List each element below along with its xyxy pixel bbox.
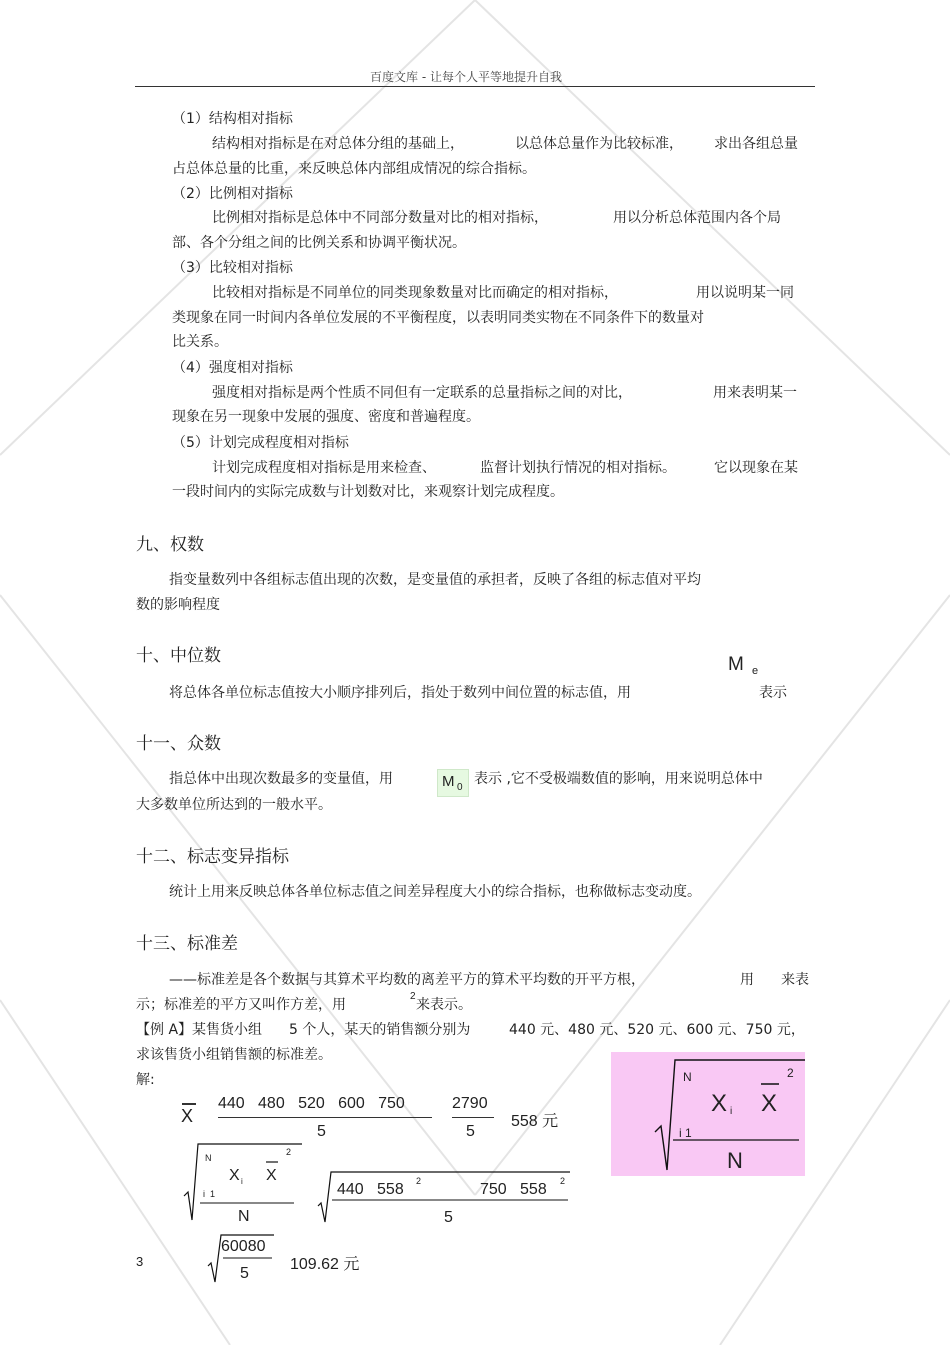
s2-line1b: 用以分析总体范围内各个局 <box>613 210 781 226</box>
s2-line1a: 比例相对指标是总体中不同部分数量对比的相对指标， <box>212 210 548 226</box>
h10-line1b: 表示 <box>759 685 787 701</box>
variance-superscript: 2 <box>410 991 416 1002</box>
heading-std-dev: 十三、标准差 <box>136 934 238 954</box>
sum-upper-N: N <box>683 1070 692 1084</box>
h11-line2: 大多数单位所达到的一般水平。 <box>136 797 332 813</box>
example-line1b: 5 个人，某天的销售额分别为 <box>289 1022 471 1038</box>
mode-symbol-box <box>437 769 469 797</box>
s4-line1b: 用来表明某一 <box>713 385 797 401</box>
median-subscript: e <box>752 665 759 677</box>
heading-mode: 十一、众数 <box>136 734 221 754</box>
s1-line1a: 结构相对指标是在对总体分组的基础上， <box>212 136 464 152</box>
page-number: 3 <box>136 1254 144 1269</box>
mean-denominator: 5 <box>317 1123 326 1140</box>
s5-line1c: 它以现象在某 <box>714 460 798 476</box>
small-sum-upper-N: N <box>205 1153 212 1163</box>
sum-lower-index: i 1 <box>679 1126 692 1140</box>
s1-line1c: 求出各组总量 <box>714 136 798 152</box>
small-square-exponent: 2 <box>286 1147 292 1157</box>
h12-line1: 统计上用来反映总体各单位标志值之间差异程度大小的综合指标，也称做标志变动度。 <box>169 884 701 900</box>
heading-median: 十、中位数 <box>136 646 221 666</box>
heading-weights: 九、权数 <box>136 535 204 555</box>
mean-numerator: 440 480 520 600 750 <box>218 1095 405 1112</box>
Xi-subscript: i <box>730 1106 733 1117</box>
mean-symbol: X <box>181 1106 194 1126</box>
small-Xbar-symbol: X <box>266 1167 277 1184</box>
s3-line3: 比关系。 <box>172 334 228 350</box>
s5-line1a: 计划完成程度相对指标是用来检查、 <box>212 460 436 476</box>
mean-fraction-bar <box>218 1117 432 1118</box>
mean-result: 558 元 <box>511 1113 559 1130</box>
s3-line1b: 用以说明某一同 <box>696 285 794 301</box>
s5-line2: 一段时间内的实际完成数与计划数对比，来观察计划完成程度。 <box>172 484 564 500</box>
mode-subscript: 0 <box>457 782 463 793</box>
h13-line2a: 示；标准差的平方又叫作方差，用 <box>136 997 346 1013</box>
s1-line1b: 以总体总量作为比较标准， <box>515 136 683 152</box>
substituted-term-b: 750 558 <box>480 1181 547 1198</box>
h11-line1a: 指总体中出现次数最多的变量值，用 <box>169 771 393 787</box>
mode-symbol: M <box>442 773 455 790</box>
example-line1a: 【例 A】某售货小组 <box>136 1022 263 1038</box>
h9-line1: 指变量数列中各组标志值出现的次数，是变量值的承担者，反映了各组的标志值对平均 <box>169 572 701 588</box>
small-sum-lower-index: i 1 <box>203 1189 216 1199</box>
page-header: 百度文库 - 让每个人平等地提升自我 <box>370 70 562 84</box>
s4-line2: 现象在另一现象中发展的强度、密度和普遍程度。 <box>172 409 480 425</box>
final-numerator: 60080 <box>221 1238 266 1255</box>
median-symbol: M <box>728 654 744 675</box>
header-rule <box>135 86 815 87</box>
h13-line1b: 用 <box>740 972 754 988</box>
subsection-title-5: （5）计划完成程度相对指标 <box>172 435 349 451</box>
subsection-title-1: （1）结构相对指标 <box>172 111 293 127</box>
final-denominator: 5 <box>240 1265 249 1282</box>
small-Xi-subscript: i <box>241 1177 243 1186</box>
std-dev-formula-box <box>611 1052 805 1176</box>
sum-denominator: 5 <box>466 1123 475 1140</box>
sum-fraction-bar <box>452 1117 494 1118</box>
h11-line1b: 表示 ,它不受极端数值的影响，用来说明总体中 <box>474 771 763 787</box>
mean-bar <box>182 1103 196 1105</box>
s1-line2: 占总体总量的比重，来反映总体内部组成情况的综合指标。 <box>172 161 536 177</box>
substituted-term-a: 440 558 <box>337 1181 404 1198</box>
sum-numerator: 2790 <box>452 1095 488 1112</box>
s3-line2: 类现象在同一时间内各单位发展的不平衡程度，以表明同类实物在不同条件下的数量对 <box>172 310 704 326</box>
Xi-symbol: X <box>711 1090 728 1117</box>
solution-label: 解: <box>136 1072 155 1088</box>
substituted-square-b: 2 <box>560 1176 566 1186</box>
h10-line1a: 将总体各单位标志值按大小顺序排列后，指处于数列中间位置的标志值，用 <box>169 685 631 701</box>
heading-variation: 十二、标志变异指标 <box>136 847 289 867</box>
small-denominator-N: N <box>238 1208 250 1225</box>
substituted-denominator: 5 <box>444 1209 453 1226</box>
std-dev-result: 109.62 元 <box>290 1256 360 1273</box>
example-line1c: 440 元、480 元、520 元、600 元、750 元， <box>509 1022 805 1038</box>
s3-line1a: 比较相对指标是不同单位的同类现象数量对比而确定的相对指标， <box>212 285 618 301</box>
h13-line1a: ——标准差是各个数据与其算术平均数的离差平方的算术平均数的开平方根， <box>169 972 645 988</box>
denominator-N: N <box>727 1148 743 1173</box>
h13-line2b: 来表示。 <box>416 997 472 1013</box>
Xbar-symbol: X <box>761 1090 778 1117</box>
subsection-title-4: （4）强度相对指标 <box>172 360 293 376</box>
example-line2: 求该售货小组销售额的标准差。 <box>136 1047 332 1063</box>
subsection-title-2: （2）比例相对指标 <box>172 186 293 202</box>
square-exponent: 2 <box>787 1066 794 1080</box>
s4-line1a: 强度相对指标是两个性质不同但有一定联系的总量指标之间的对比， <box>212 385 632 401</box>
substituted-square-a: 2 <box>416 1176 422 1186</box>
subsection-title-3: （3）比较相对指标 <box>172 260 293 276</box>
s5-line1b: 监督计划执行情况的相对指标。 <box>480 460 676 476</box>
s2-line2: 部、各个分组之间的比例关系和协调平衡状况。 <box>172 235 466 251</box>
h9-line2: 数的影响程度 <box>136 597 220 613</box>
h13-line1c: 来表 <box>781 972 809 988</box>
small-Xi-symbol: X <box>229 1167 240 1184</box>
